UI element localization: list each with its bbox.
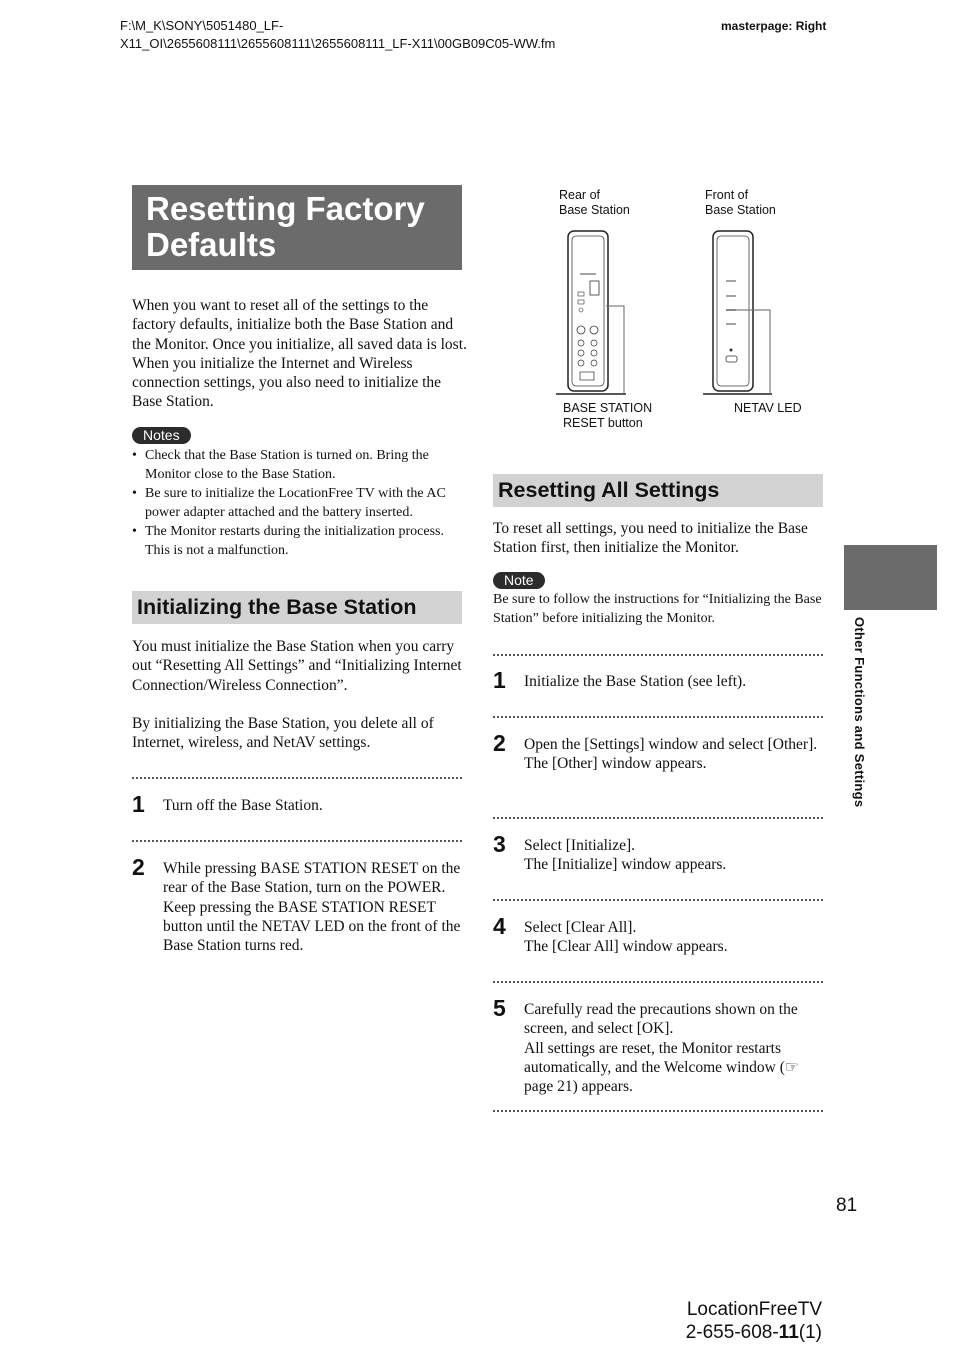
- page-title-line1: Resetting Factory: [146, 190, 425, 227]
- footer-product-name: LocationFreeTV: [686, 1299, 822, 1320]
- section-heading-resetting-all: [493, 474, 823, 507]
- base-station-diagram: [550, 226, 790, 398]
- step-divider: [132, 777, 462, 779]
- front-unit-illustration: [703, 231, 772, 394]
- note-text: Be sure to follow the instructions for “Initializing the Base Station” before initializing the Monitor.: [493, 592, 822, 626]
- step-divider: [493, 817, 823, 819]
- step-number: 1: [493, 667, 506, 693]
- step-number: 5: [493, 995, 506, 1021]
- page-number: 81: [836, 1195, 858, 1216]
- step-text: [524, 918, 824, 957]
- step-number: 4: [493, 913, 506, 939]
- step-line: All settings are reset, the Monitor restarts automatically, and the Welcome window (☞ page 21) appears.: [524, 1039, 799, 1096]
- step-line: Carefully read the precautions shown on the screen, and select [OK].: [524, 1001, 798, 1038]
- step-divider: [493, 1110, 823, 1112]
- section-heading-base-station: [132, 591, 462, 624]
- step-divider: [493, 654, 823, 656]
- page-title-line2: Defaults: [146, 226, 277, 263]
- masterpage-label: masterpage: Right: [721, 19, 827, 33]
- step-text: Turn off the Base Station.: [163, 797, 323, 814]
- footer-code: [686, 1321, 822, 1344]
- notes-badge-wrap: [132, 427, 191, 445]
- notes-item: • Be sure to initialize the LocationFree TV with the AC power adapter attached and the battery inserted.: [132, 484, 467, 522]
- notes-item: • The Monitor restarts during the initialization process. This is not a malfunction.: [132, 522, 467, 560]
- reset-label-line2: RESET button: [563, 415, 643, 430]
- section-heading-text: Initializing the Base Station: [137, 595, 417, 619]
- step-line: The [Clear All] window appears.: [524, 938, 728, 956]
- step-line: The [Other] window appears.: [524, 755, 707, 773]
- step-line: Select [Clear All].: [524, 919, 637, 936]
- base-station-para1: You must initialize the Base Station when you carry out “Resetting All Settings” and “Initializing Internet Connection/Wireless Connection”.: [132, 638, 462, 694]
- step-line: The [Initialize] window appears.: [524, 856, 727, 874]
- step-divider: [493, 899, 823, 901]
- step-divider: [493, 981, 823, 983]
- notes-item: • Check that the Base Station is turned on. Bring the Monitor close to the Base Station.: [132, 446, 467, 484]
- notes-badge: Notes: [132, 427, 191, 444]
- intro-paragraph: When you want to reset all of the settings to the factory defaults, initialize both the Base Station and the Monitor. Once you initialize, all saved data is lost. When you initialize the Internet and Wireless connection settings, you also need to initialize the Base Station.: [132, 297, 467, 411]
- netav-led-label: NETAV LED: [734, 401, 802, 415]
- step-line: Keep pressing the BASE STATION RESET button until the NETAV LED on the front of the Base Station turns red.: [163, 898, 461, 955]
- rear-label-line1: Rear of: [559, 188, 600, 202]
- step-divider: [132, 840, 462, 842]
- note-badge: Note: [493, 572, 545, 589]
- file-path-line1: F:\M_K\SONY\5051480_LF-: [120, 18, 284, 33]
- file-path-line2: X11_OI\2655608111\2655608111\2655608111_LF-X11\00GB09C05-WW.fm: [120, 36, 556, 51]
- step-number: 2: [132, 854, 145, 880]
- notes-list: [132, 446, 467, 560]
- resetting-all-intro: To reset all settings, you need to initialize the Base Station first, then initialize the Monitor.: [493, 520, 808, 557]
- footer-code-suffix: (1): [798, 1322, 822, 1343]
- step-text: [163, 859, 463, 955]
- step-text: [524, 836, 824, 875]
- step-divider: [493, 716, 823, 718]
- note-badge-wrap: [493, 572, 545, 590]
- step-line: While pressing BASE STATION RESET on the rear of the Base Station, turn on the POWER.: [163, 860, 461, 897]
- base-station-para2: By initializing the Base Station, you delete all of Internet, wireless, and NetAV settings.: [132, 715, 434, 752]
- front-label-line2: Base Station: [705, 202, 776, 217]
- page-title-box: [132, 185, 462, 270]
- step-line: Select [Initialize].: [524, 837, 636, 854]
- file-path-header: [120, 17, 555, 53]
- reset-button-label: [563, 401, 652, 430]
- front-base-station-label: [705, 188, 776, 217]
- step-text: Initialize the Base Station (see left).: [524, 673, 747, 690]
- rear-label-line2: Base Station: [559, 202, 630, 217]
- section-heading-text: Resetting All Settings: [498, 478, 720, 502]
- footer-product-code: [686, 1298, 822, 1344]
- page-title: [146, 191, 425, 263]
- step-text: [524, 735, 824, 774]
- rear-base-station-label: [559, 188, 630, 217]
- step-number: 1: [132, 791, 145, 817]
- footer-code-bold: 11: [778, 1322, 799, 1343]
- rear-unit-illustration: [556, 231, 626, 394]
- step-number: 3: [493, 831, 506, 857]
- reset-label-line1: BASE STATION: [563, 401, 653, 415]
- chapter-tab-label: Other Functions and Settings: [852, 617, 867, 808]
- step-text: [524, 1000, 824, 1096]
- front-label-line1: Front of: [705, 188, 749, 202]
- chapter-tab: [844, 545, 937, 610]
- step-number: 2: [493, 730, 506, 756]
- footer-code-prefix: 2-655-608-: [685, 1322, 779, 1343]
- step-line: Open the [Settings] window and select [Other].: [524, 736, 818, 753]
